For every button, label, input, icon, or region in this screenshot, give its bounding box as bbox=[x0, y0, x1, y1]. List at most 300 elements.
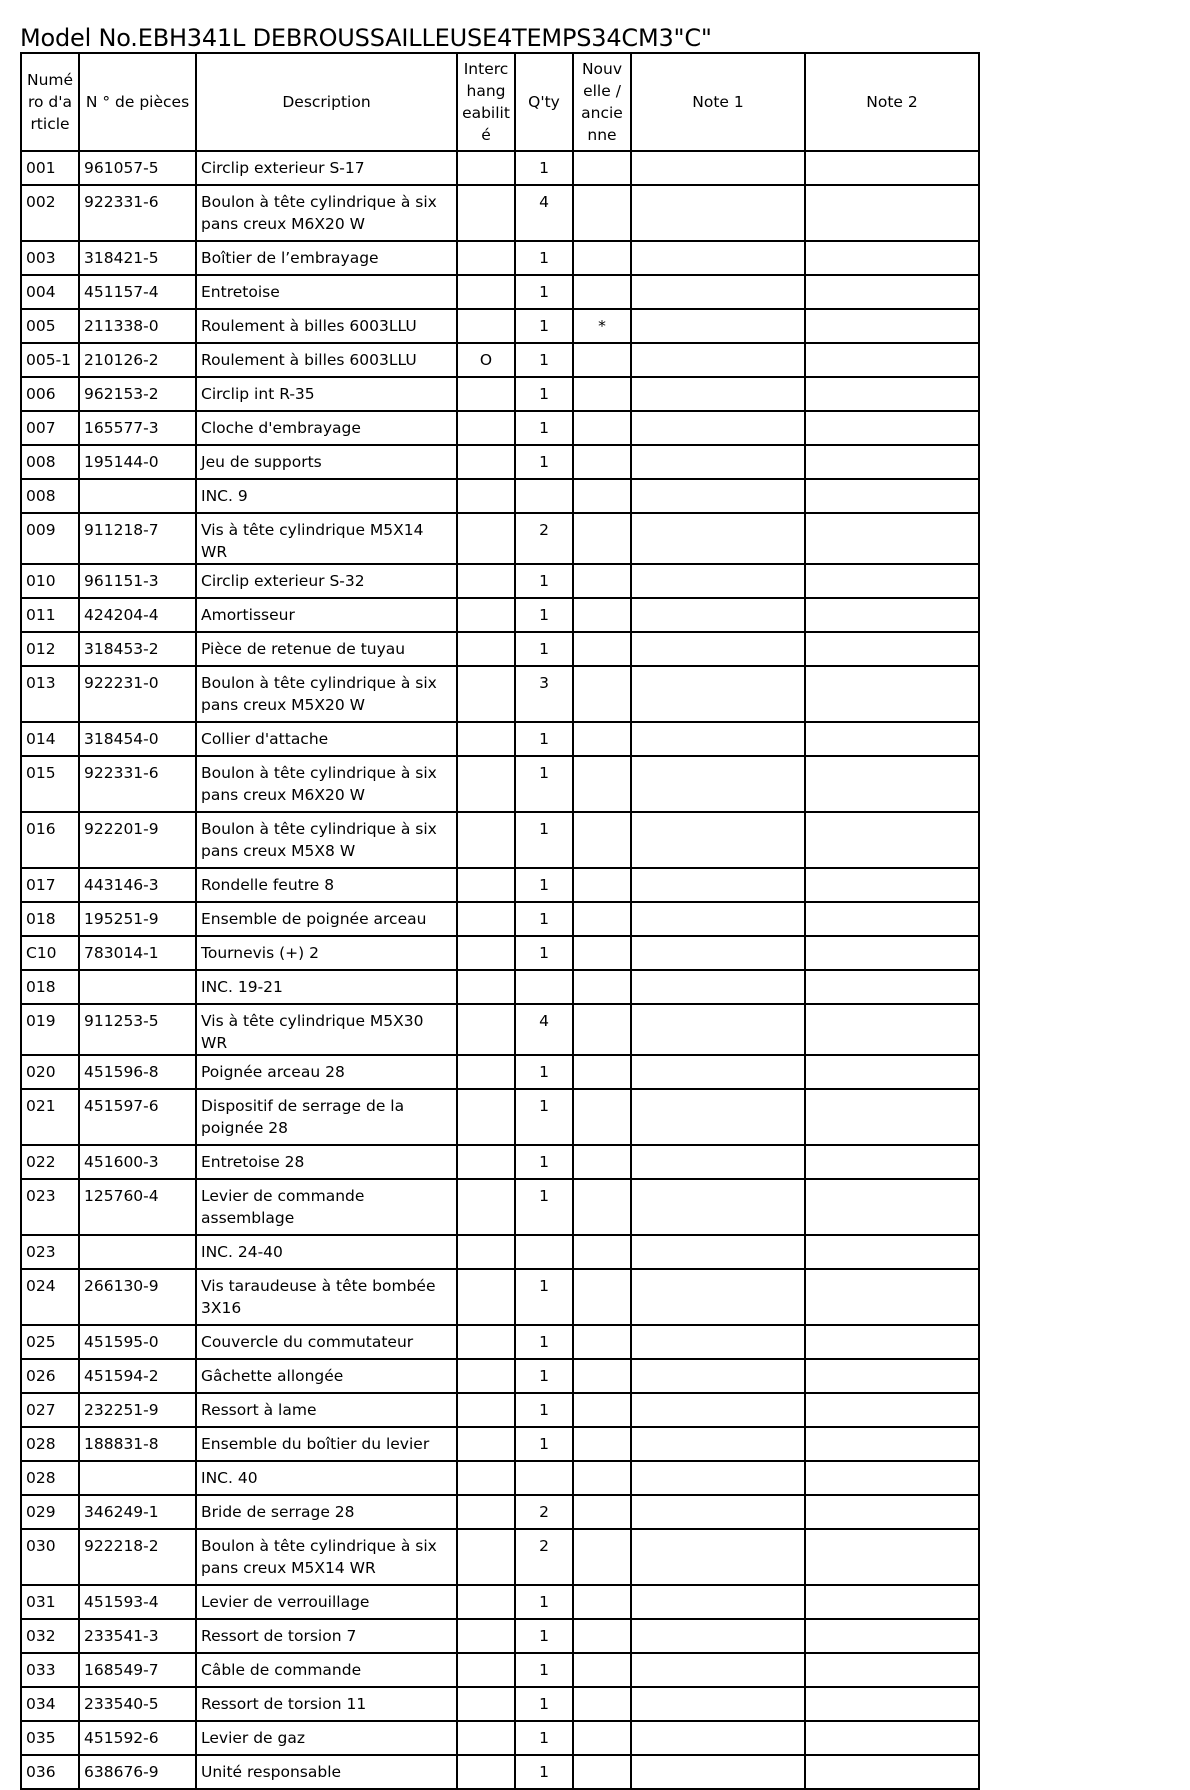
cell-description: Tournevis (+) 2 bbox=[196, 936, 457, 970]
cell-new-old bbox=[573, 868, 631, 902]
cell-note-2 bbox=[805, 1721, 979, 1755]
cell-note-2 bbox=[805, 1393, 979, 1427]
cell-quantity: 1 bbox=[515, 902, 573, 936]
cell-note-2 bbox=[805, 1687, 979, 1721]
cell-interchangeability bbox=[457, 1653, 515, 1687]
cell-part-number: 233540-5 bbox=[79, 1687, 196, 1721]
header-quantity: Q'ty bbox=[515, 53, 573, 151]
cell-interchangeability bbox=[457, 1145, 515, 1179]
cell-item-number: 024 bbox=[21, 1269, 79, 1325]
table-row bbox=[21, 309, 979, 343]
cell-interchangeability: O bbox=[457, 343, 515, 377]
cell-item-number: 021 bbox=[21, 1089, 79, 1145]
cell-quantity: 1 bbox=[515, 564, 573, 598]
cell-interchangeability bbox=[457, 1055, 515, 1089]
cell-description: Ressort de torsion 11 bbox=[196, 1687, 457, 1721]
cell-new-old bbox=[573, 1269, 631, 1325]
cell-quantity: 1 bbox=[515, 1325, 573, 1359]
cell-interchangeability bbox=[457, 411, 515, 445]
cell-note-2 bbox=[805, 598, 979, 632]
cell-new-old bbox=[573, 1089, 631, 1145]
cell-note-2 bbox=[805, 513, 979, 564]
table-row bbox=[21, 812, 979, 868]
cell-description: INC. 40 bbox=[196, 1461, 457, 1495]
cell-interchangeability bbox=[457, 1427, 515, 1461]
cell-item-number: 001 bbox=[21, 151, 79, 185]
cell-item-number: 011 bbox=[21, 598, 79, 632]
cell-part-number: 318421-5 bbox=[79, 241, 196, 275]
cell-quantity: 1 bbox=[515, 1619, 573, 1653]
cell-note-1 bbox=[631, 1089, 805, 1145]
cell-part-number: 318453-2 bbox=[79, 632, 196, 666]
cell-quantity: 1 bbox=[515, 1269, 573, 1325]
cell-part-number: 922218-2 bbox=[79, 1529, 196, 1585]
cell-description: Rondelle feutre 8 bbox=[196, 868, 457, 902]
cell-item-number: 028 bbox=[21, 1461, 79, 1495]
cell-part-number: 922331-6 bbox=[79, 756, 196, 812]
cell-new-old bbox=[573, 513, 631, 564]
table-row bbox=[21, 1055, 979, 1089]
cell-description: Boulon à tête cylindrique à six pans creux M6X20 W bbox=[196, 185, 457, 241]
cell-description: Ensemble de poignée arceau bbox=[196, 902, 457, 936]
table-row bbox=[21, 632, 979, 666]
cell-item-number: 022 bbox=[21, 1145, 79, 1179]
cell-part-number: 451157-4 bbox=[79, 275, 196, 309]
table-row bbox=[21, 564, 979, 598]
cell-item-number: 002 bbox=[21, 185, 79, 241]
cell-part-number: 783014-1 bbox=[79, 936, 196, 970]
table-row bbox=[21, 1235, 979, 1269]
cell-part-number bbox=[79, 970, 196, 1004]
cell-item-number: 035 bbox=[21, 1721, 79, 1755]
cell-note-1 bbox=[631, 756, 805, 812]
cell-new-old bbox=[573, 756, 631, 812]
cell-quantity: 2 bbox=[515, 513, 573, 564]
cell-part-number: 962153-2 bbox=[79, 377, 196, 411]
cell-interchangeability bbox=[457, 1721, 515, 1755]
cell-item-number: 005-1 bbox=[21, 343, 79, 377]
cell-note-1 bbox=[631, 1004, 805, 1055]
cell-new-old bbox=[573, 598, 631, 632]
table-row bbox=[21, 479, 979, 513]
table-row bbox=[21, 1393, 979, 1427]
table-row bbox=[21, 1461, 979, 1495]
cell-note-2 bbox=[805, 1089, 979, 1145]
cell-note-1 bbox=[631, 185, 805, 241]
cell-part-number: 961057-5 bbox=[79, 151, 196, 185]
cell-new-old bbox=[573, 241, 631, 275]
cell-note-2 bbox=[805, 970, 979, 1004]
cell-new-old bbox=[573, 632, 631, 666]
cell-description: Collier d'attache bbox=[196, 722, 457, 756]
cell-part-number: 451597-6 bbox=[79, 1089, 196, 1145]
cell-description: Dispositif de serrage de la poignée 28 bbox=[196, 1089, 457, 1145]
cell-quantity: 1 bbox=[515, 868, 573, 902]
cell-part-number: 195144-0 bbox=[79, 445, 196, 479]
cell-interchangeability bbox=[457, 722, 515, 756]
cell-interchangeability bbox=[457, 185, 515, 241]
table-row bbox=[21, 936, 979, 970]
cell-quantity: 1 bbox=[515, 1755, 573, 1789]
cell-part-number: 232251-9 bbox=[79, 1393, 196, 1427]
cell-quantity: 1 bbox=[515, 812, 573, 868]
cell-interchangeability bbox=[457, 1495, 515, 1529]
table-row bbox=[21, 868, 979, 902]
cell-quantity: 1 bbox=[515, 936, 573, 970]
cell-note-1 bbox=[631, 1055, 805, 1089]
cell-description: Roulement à billes 6003LLU bbox=[196, 309, 457, 343]
cell-item-number: 012 bbox=[21, 632, 79, 666]
cell-item-number: 023 bbox=[21, 1235, 79, 1269]
cell-quantity: 2 bbox=[515, 1495, 573, 1529]
cell-item-number: 003 bbox=[21, 241, 79, 275]
table-row bbox=[21, 1325, 979, 1359]
cell-part-number: 443146-3 bbox=[79, 868, 196, 902]
cell-part-number: 211338-0 bbox=[79, 309, 196, 343]
cell-interchangeability bbox=[457, 377, 515, 411]
cell-description: Levier de commande assemblage bbox=[196, 1179, 457, 1235]
cell-note-2 bbox=[805, 1427, 979, 1461]
cell-description: INC. 19-21 bbox=[196, 970, 457, 1004]
cell-new-old bbox=[573, 343, 631, 377]
cell-quantity: 1 bbox=[515, 632, 573, 666]
cell-part-number bbox=[79, 479, 196, 513]
cell-quantity: 1 bbox=[515, 1393, 573, 1427]
cell-item-number: 016 bbox=[21, 812, 79, 868]
cell-note-1 bbox=[631, 309, 805, 343]
cell-description: Vis à tête cylindrique M5X30 WR bbox=[196, 1004, 457, 1055]
cell-interchangeability bbox=[457, 1004, 515, 1055]
cell-item-number: 015 bbox=[21, 756, 79, 812]
cell-note-2 bbox=[805, 936, 979, 970]
header-new-old: Nouv elle / ancie nne bbox=[573, 53, 631, 151]
cell-part-number: 922231-0 bbox=[79, 666, 196, 722]
document-title: Model No.EBH341L DEBROUSSAILLEUSE4TEMPS34CM3"C" bbox=[20, 24, 712, 52]
cell-part-number: 318454-0 bbox=[79, 722, 196, 756]
cell-new-old bbox=[573, 812, 631, 868]
cell-note-2 bbox=[805, 812, 979, 868]
cell-quantity: 1 bbox=[515, 1055, 573, 1089]
cell-part-number: 165577-3 bbox=[79, 411, 196, 445]
cell-quantity: 1 bbox=[515, 1721, 573, 1755]
cell-new-old bbox=[573, 377, 631, 411]
cell-note-2 bbox=[805, 445, 979, 479]
table-row bbox=[21, 598, 979, 632]
cell-part-number bbox=[79, 1235, 196, 1269]
table-row bbox=[21, 241, 979, 275]
cell-description: Boulon à tête cylindrique à six pans creux M5X14 WR bbox=[196, 1529, 457, 1585]
header-part-number: N ° de pièces bbox=[79, 53, 196, 151]
cell-note-1 bbox=[631, 1687, 805, 1721]
cell-note-1 bbox=[631, 411, 805, 445]
cell-interchangeability bbox=[457, 479, 515, 513]
cell-interchangeability bbox=[457, 1687, 515, 1721]
cell-interchangeability bbox=[457, 598, 515, 632]
cell-new-old bbox=[573, 151, 631, 185]
cell-note-1 bbox=[631, 970, 805, 1004]
cell-note-1 bbox=[631, 1721, 805, 1755]
cell-note-2 bbox=[805, 1235, 979, 1269]
cell-part-number: 922331-6 bbox=[79, 185, 196, 241]
cell-new-old bbox=[573, 479, 631, 513]
cell-new-old bbox=[573, 1359, 631, 1393]
cell-note-1 bbox=[631, 1179, 805, 1235]
cell-note-2 bbox=[805, 275, 979, 309]
cell-item-number: 004 bbox=[21, 275, 79, 309]
cell-new-old bbox=[573, 902, 631, 936]
cell-interchangeability bbox=[457, 275, 515, 309]
cell-description: Boîtier de l’embrayage bbox=[196, 241, 457, 275]
cell-note-2 bbox=[805, 1179, 979, 1235]
table-row bbox=[21, 1653, 979, 1687]
cell-note-1 bbox=[631, 1325, 805, 1359]
cell-new-old bbox=[573, 970, 631, 1004]
cell-interchangeability bbox=[457, 1461, 515, 1495]
cell-note-1 bbox=[631, 513, 805, 564]
table-row bbox=[21, 1004, 979, 1055]
cell-note-1 bbox=[631, 598, 805, 632]
table-row bbox=[21, 1687, 979, 1721]
cell-part-number: 451594-2 bbox=[79, 1359, 196, 1393]
cell-description: Cloche d'embrayage bbox=[196, 411, 457, 445]
table-row bbox=[21, 1145, 979, 1179]
cell-quantity: 3 bbox=[515, 666, 573, 722]
cell-item-number: 007 bbox=[21, 411, 79, 445]
cell-new-old bbox=[573, 722, 631, 756]
parts-table bbox=[20, 52, 980, 1790]
cell-interchangeability bbox=[457, 1755, 515, 1789]
header-note-2: Note 2 bbox=[805, 53, 979, 151]
cell-new-old bbox=[573, 666, 631, 722]
cell-description: Gâchette allongée bbox=[196, 1359, 457, 1393]
cell-interchangeability bbox=[457, 445, 515, 479]
cell-part-number: 210126-2 bbox=[79, 343, 196, 377]
cell-quantity: 1 bbox=[515, 377, 573, 411]
cell-note-1 bbox=[631, 722, 805, 756]
table-row bbox=[21, 151, 979, 185]
cell-description: Pièce de retenue de tuyau bbox=[196, 632, 457, 666]
cell-quantity: 1 bbox=[515, 1687, 573, 1721]
cell-note-1 bbox=[631, 445, 805, 479]
cell-quantity: 1 bbox=[515, 1179, 573, 1235]
cell-part-number: 451600-3 bbox=[79, 1145, 196, 1179]
cell-interchangeability bbox=[457, 1235, 515, 1269]
cell-item-number: 033 bbox=[21, 1653, 79, 1687]
cell-item-number: C10 bbox=[21, 936, 79, 970]
cell-description: Poignée arceau 28 bbox=[196, 1055, 457, 1089]
cell-note-2 bbox=[805, 722, 979, 756]
cell-description: Boulon à tête cylindrique à six pans creux M5X8 W bbox=[196, 812, 457, 868]
cell-note-2 bbox=[805, 632, 979, 666]
cell-description: Ressort à lame bbox=[196, 1393, 457, 1427]
cell-quantity: 1 bbox=[515, 343, 573, 377]
cell-quantity: 1 bbox=[515, 756, 573, 812]
cell-note-2 bbox=[805, 868, 979, 902]
cell-part-number: 424204-4 bbox=[79, 598, 196, 632]
cell-description: Entretoise 28 bbox=[196, 1145, 457, 1179]
cell-note-1 bbox=[631, 479, 805, 513]
cell-new-old bbox=[573, 1529, 631, 1585]
header-item-number: Numé ro d'a rticle bbox=[21, 53, 79, 151]
cell-note-2 bbox=[805, 479, 979, 513]
cell-quantity: 1 bbox=[515, 1653, 573, 1687]
cell-quantity: 1 bbox=[515, 309, 573, 343]
cell-note-1 bbox=[631, 1529, 805, 1585]
cell-note-2 bbox=[805, 1619, 979, 1653]
table-row bbox=[21, 1721, 979, 1755]
cell-note-1 bbox=[631, 1359, 805, 1393]
cell-quantity: 1 bbox=[515, 1359, 573, 1393]
cell-new-old bbox=[573, 1495, 631, 1529]
cell-part-number: 266130-9 bbox=[79, 1269, 196, 1325]
cell-item-number: 009 bbox=[21, 513, 79, 564]
cell-interchangeability bbox=[457, 666, 515, 722]
cell-interchangeability bbox=[457, 632, 515, 666]
cell-description: Roulement à billes 6003LLU bbox=[196, 343, 457, 377]
cell-description: Circlip exterieur S-17 bbox=[196, 151, 457, 185]
cell-note-2 bbox=[805, 1585, 979, 1619]
cell-interchangeability bbox=[457, 151, 515, 185]
cell-note-1 bbox=[631, 1755, 805, 1789]
cell-part-number: 451595-0 bbox=[79, 1325, 196, 1359]
cell-new-old bbox=[573, 445, 631, 479]
cell-description: INC. 24-40 bbox=[196, 1235, 457, 1269]
table-row bbox=[21, 1529, 979, 1585]
cell-item-number: 028 bbox=[21, 1427, 79, 1461]
cell-quantity: 1 bbox=[515, 598, 573, 632]
parts-table-body bbox=[21, 151, 979, 1789]
cell-note-2 bbox=[805, 1269, 979, 1325]
cell-item-number: 026 bbox=[21, 1359, 79, 1393]
cell-note-2 bbox=[805, 666, 979, 722]
cell-note-1 bbox=[631, 1393, 805, 1427]
table-row bbox=[21, 445, 979, 479]
cell-quantity: 2 bbox=[515, 1529, 573, 1585]
cell-item-number: 029 bbox=[21, 1495, 79, 1529]
cell-interchangeability bbox=[457, 1089, 515, 1145]
table-row bbox=[21, 275, 979, 309]
cell-note-2 bbox=[805, 1529, 979, 1585]
cell-description: Levier de gaz bbox=[196, 1721, 457, 1755]
cell-note-1 bbox=[631, 632, 805, 666]
cell-part-number: 451593-4 bbox=[79, 1585, 196, 1619]
cell-item-number: 010 bbox=[21, 564, 79, 598]
cell-description: Circlip exterieur S-32 bbox=[196, 564, 457, 598]
cell-new-old bbox=[573, 1145, 631, 1179]
cell-description: Jeu de supports bbox=[196, 445, 457, 479]
cell-part-number: 346249-1 bbox=[79, 1495, 196, 1529]
cell-note-2 bbox=[805, 411, 979, 445]
table-row bbox=[21, 1495, 979, 1529]
cell-quantity bbox=[515, 1235, 573, 1269]
cell-interchangeability bbox=[457, 1529, 515, 1585]
cell-item-number: 020 bbox=[21, 1055, 79, 1089]
cell-note-2 bbox=[805, 1495, 979, 1529]
cell-quantity: 1 bbox=[515, 722, 573, 756]
cell-description: Entretoise bbox=[196, 275, 457, 309]
cell-description: INC. 9 bbox=[196, 479, 457, 513]
cell-item-number: 025 bbox=[21, 1325, 79, 1359]
cell-item-number: 036 bbox=[21, 1755, 79, 1789]
cell-quantity: 4 bbox=[515, 1004, 573, 1055]
cell-item-number: 008 bbox=[21, 479, 79, 513]
cell-new-old: * bbox=[573, 309, 631, 343]
cell-note-1 bbox=[631, 1585, 805, 1619]
cell-interchangeability bbox=[457, 1179, 515, 1235]
cell-new-old bbox=[573, 564, 631, 598]
cell-description: Unité responsable bbox=[196, 1755, 457, 1789]
cell-part-number: 188831-8 bbox=[79, 1427, 196, 1461]
cell-description: Boulon à tête cylindrique à six pans creux M5X20 W bbox=[196, 666, 457, 722]
cell-new-old bbox=[573, 1179, 631, 1235]
cell-description: Couvercle du commutateur bbox=[196, 1325, 457, 1359]
cell-note-2 bbox=[805, 1145, 979, 1179]
cell-part-number: 195251-9 bbox=[79, 902, 196, 936]
cell-new-old bbox=[573, 1393, 631, 1427]
header-note-1: Note 1 bbox=[631, 53, 805, 151]
cell-note-1 bbox=[631, 564, 805, 598]
cell-note-1 bbox=[631, 151, 805, 185]
cell-description: Vis taraudeuse à tête bombée 3X16 bbox=[196, 1269, 457, 1325]
table-row bbox=[21, 666, 979, 722]
table-row bbox=[21, 1089, 979, 1145]
cell-part-number: 168549-7 bbox=[79, 1653, 196, 1687]
cell-quantity: 1 bbox=[515, 411, 573, 445]
cell-quantity: 1 bbox=[515, 151, 573, 185]
cell-interchangeability bbox=[457, 1269, 515, 1325]
cell-description: Boulon à tête cylindrique à six pans creux M6X20 W bbox=[196, 756, 457, 812]
table-row bbox=[21, 1585, 979, 1619]
cell-part-number: 922201-9 bbox=[79, 812, 196, 868]
cell-note-2 bbox=[805, 241, 979, 275]
cell-item-number: 008 bbox=[21, 445, 79, 479]
cell-new-old bbox=[573, 1619, 631, 1653]
cell-item-number: 030 bbox=[21, 1529, 79, 1585]
cell-interchangeability bbox=[457, 812, 515, 868]
cell-item-number: 027 bbox=[21, 1393, 79, 1427]
cell-note-1 bbox=[631, 241, 805, 275]
cell-note-2 bbox=[805, 756, 979, 812]
cell-item-number: 034 bbox=[21, 1687, 79, 1721]
cell-note-2 bbox=[805, 1653, 979, 1687]
cell-quantity: 1 bbox=[515, 1585, 573, 1619]
cell-interchangeability bbox=[457, 1325, 515, 1359]
cell-interchangeability bbox=[457, 902, 515, 936]
cell-note-2 bbox=[805, 151, 979, 185]
cell-note-1 bbox=[631, 666, 805, 722]
cell-note-1 bbox=[631, 1269, 805, 1325]
cell-note-1 bbox=[631, 902, 805, 936]
header-interchangeability: Interc hang eabilit é bbox=[457, 53, 515, 151]
cell-note-1 bbox=[631, 1235, 805, 1269]
cell-item-number: 031 bbox=[21, 1585, 79, 1619]
cell-part-number bbox=[79, 1461, 196, 1495]
table-row bbox=[21, 756, 979, 812]
cell-note-2 bbox=[805, 1055, 979, 1089]
cell-item-number: 032 bbox=[21, 1619, 79, 1653]
cell-new-old bbox=[573, 1461, 631, 1495]
cell-new-old bbox=[573, 1427, 631, 1461]
cell-note-2 bbox=[805, 309, 979, 343]
table-row bbox=[21, 1179, 979, 1235]
cell-note-1 bbox=[631, 1495, 805, 1529]
cell-interchangeability bbox=[457, 513, 515, 564]
cell-note-1 bbox=[631, 1619, 805, 1653]
cell-note-1 bbox=[631, 343, 805, 377]
cell-note-2 bbox=[805, 902, 979, 936]
cell-note-2 bbox=[805, 1359, 979, 1393]
cell-part-number: 638676-9 bbox=[79, 1755, 196, 1789]
